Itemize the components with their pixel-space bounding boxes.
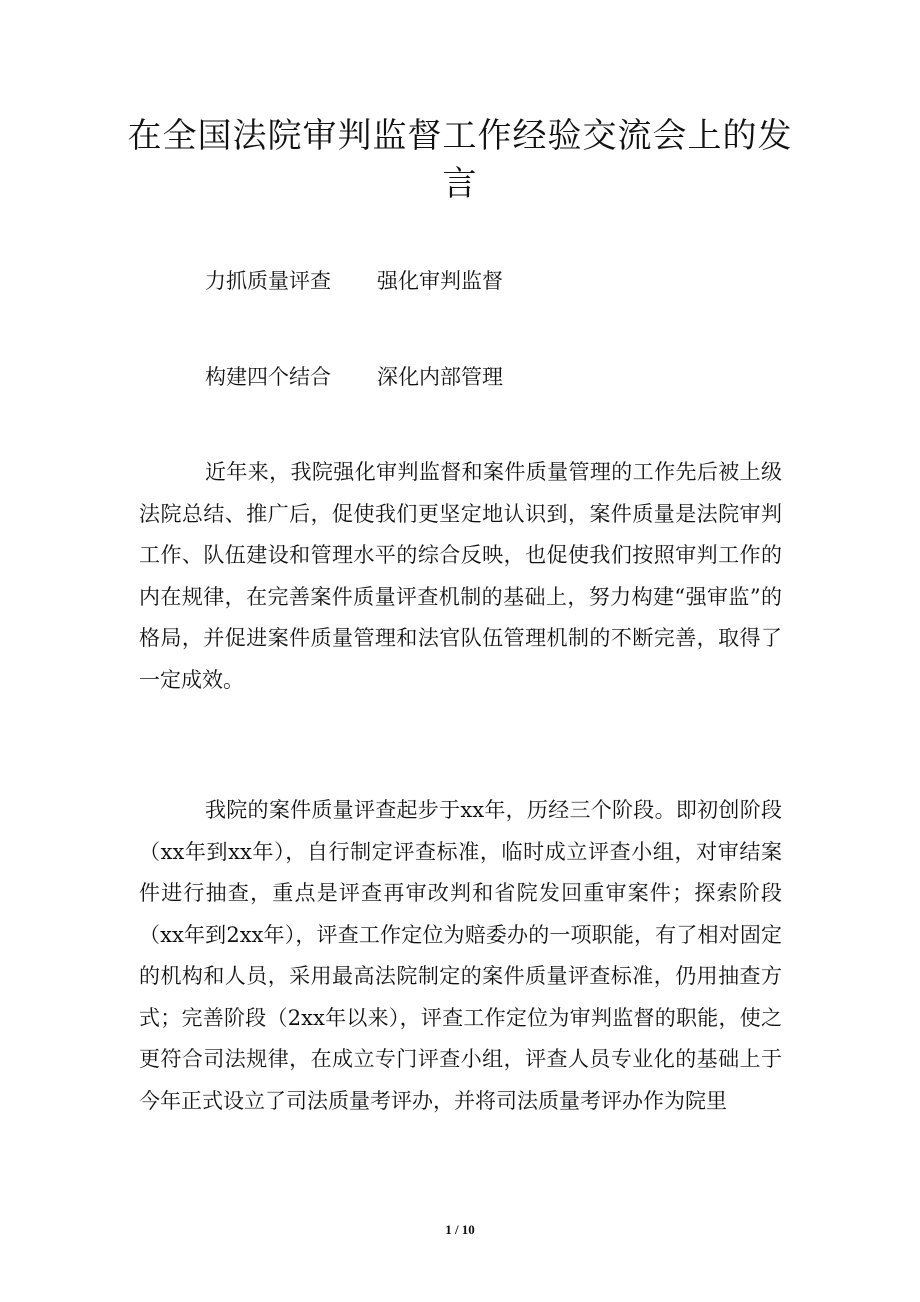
document-title: 在全国法院审判监督工作经验交流会上的发言 xyxy=(127,116,793,204)
subheading-2 xyxy=(205,362,503,392)
subheading-1-right: 强化审判监督 xyxy=(377,269,503,293)
page-number: 1 / 10 xyxy=(445,1222,475,1237)
paragraph-2: 我院的案件质量评查起步于xx年，历经三个阶段。即初创阶段（xx年到xx年），自行制定评查标准，临时成立评查小组，对审结案件进行抽查，重点是评查再审改判和省院发回重审案件；探索阶段（xx年到2xx年），评查工作定位为赔委办的一项职能，有了相对固定的机构和人员，采用最高法院制定的案件质量评查标准，仍用抽查方式；完善阶段（2xx年以来），评查工作定位为审判监督的职能，使之更符合司法规律，在成立专门评查小组，评查人员专业化的基础上于今年正式设立了司法质量考评办，并将司法质量考评办作为院里 xyxy=(139,798,782,1113)
subheading-2-right: 深化内部管理 xyxy=(377,365,503,389)
subheading-1-left: 力抓质量评查 xyxy=(205,269,331,293)
paragraph-1: 近年来，我院强化审判监督和案件质量管理的工作先后被上级法院总结、推广后，促使我们更坚定地认识到，案件质量是法院审判工作、队伍建设和管理水平的综合反映，也促使我们按照审判工作的内在规律，在完善案件质量评查机制的基础上，努力构建“强审监”的格局，并促进案件质量管理和法官队伍管理机制的不断完善，取得了一定成效。 xyxy=(139,460,782,692)
subheading-1 xyxy=(205,266,503,296)
subheading-2-left: 构建四个结合 xyxy=(205,365,331,389)
